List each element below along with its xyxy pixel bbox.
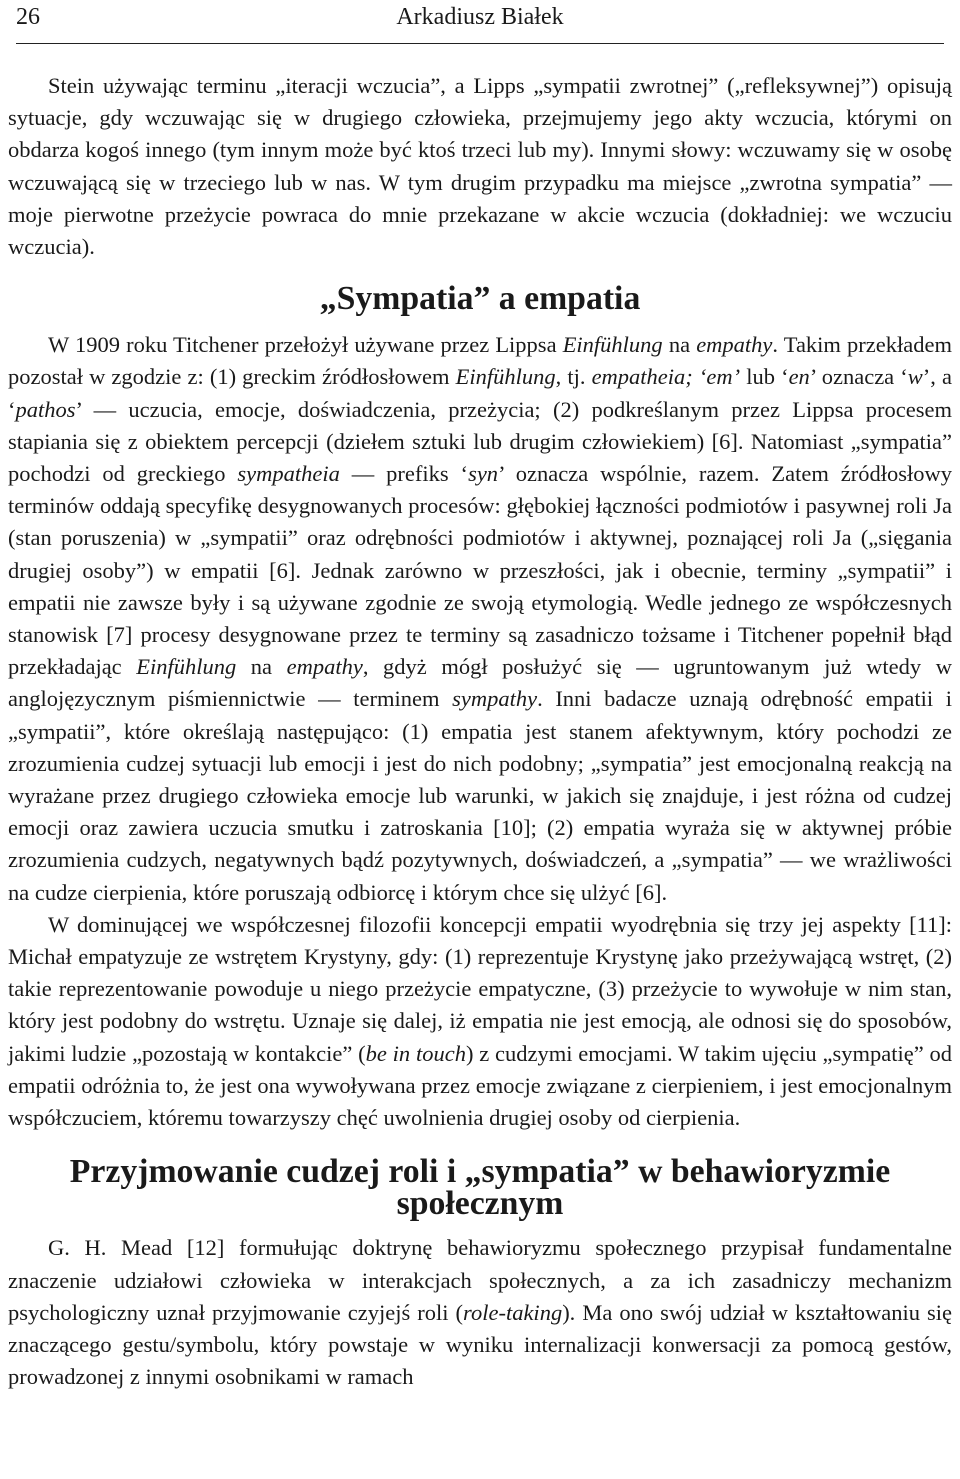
running-head-author: Arkadiusz Białek [396, 4, 564, 30]
italic-term: syn [468, 461, 499, 487]
italic-term: en [788, 364, 810, 390]
page-body [8, 70, 952, 1393]
italic-term: be in touch [365, 1040, 466, 1066]
italic-term: Einfühlung [455, 364, 556, 390]
section-heading: „Sympatia” a empatia [319, 280, 641, 318]
italic-term: sympathy [452, 686, 538, 712]
paragraph [8, 1232, 952, 1393]
paragraph [8, 70, 952, 263]
paragraph [8, 329, 952, 909]
italic-term: empatheia; ‘em’ [591, 364, 741, 390]
italic-term: role-taking [463, 1299, 563, 1325]
italic-term: sympatheia [237, 461, 340, 487]
text-run: ) z cudzymi emocjami. W takim ujęciu „sympatię” od empatii odróżnia to, że jest ona wywoływana przez emocje związane z cierpieniem, i jest emocjonalnym współczuciem, któremu towarzyszy chęć uwolnienia drugiej osoby od cierpienia. [8, 1040, 952, 1131]
italic-term: empathy [696, 332, 773, 358]
italic-term: pathos [15, 396, 76, 422]
section-heading: Przyjmowanie cudzej roli i „sympatia” w behawioryzmie społecznym [69, 1153, 891, 1223]
italic-term: Einfühlung [136, 654, 237, 680]
text-run: — prefiks ‘ [339, 461, 469, 487]
text-run: . Inni badacze uznają odrębność empatii i „sympatii”, które określają następująco: (1) empatia jest stanem afektywnym, który pochodzi ze zrozumienia cudzej sytuacji lub emocji i jest do nich podobny; „sympatia” jest emocjonalną reakcją na wyrażane przez drugiego człowieka emocje lub warunki, w jakich się znajduje, i jest różna od cudzej emocji oraz zawiera uczucia smutku i zatroskania [10]; (2) empatia wyraża się w aktywnej próbie zrozumienia cudzych, negatywnych bądź pozytywnych, doświadczeń, a „sympatia” — we wrażliwości na cudze cierpienia, które poruszają odbiorcę i którym chce się ulżyć [6]. [8, 686, 952, 905]
text-run: . Takim przekładem pozostał w zgodzie z: (1) greckim źródłosłowem [8, 332, 952, 390]
text-run: ). Ma ono swój udział w kształtowaniu się znaczącego gestu/symbolu, który powstaje w wyniku internalizacji konwersacji za pomocą gestów, prowadzonej z innymi osobnikami w ramach [8, 1299, 952, 1390]
page-header [8, 0, 952, 44]
text-run: ’ — uczucia, emocje, doświadczenia, przeżycia; (2) podkreślanym przez Lippsa procesem stapiania się z obiektem percepcji (dziełem sztuki lub drugim człowiekiem) [6]. Natomiast „sympatia” pochodzi od greckiego [8, 396, 952, 487]
text-run: W 1909 roku Titchener przełożył używane przez Lippsa [48, 332, 563, 358]
text-run: ’, a ‘ [8, 364, 953, 422]
text-run: lub ‘ [740, 364, 789, 390]
text-run: ’ oznacza ‘ [809, 364, 908, 390]
paragraph [8, 909, 952, 1134]
header-rule [16, 43, 944, 44]
text-run: na [236, 654, 287, 680]
text-run: ’ oznacza wspólnie, razem. Zatem źródłosłowy terminów oddają specyfikę desygnowanych procesów: głębokiej łączności podmiotów i pasywnej roli Ja (stan poruszenia) w „sympatii” oraz odrębności podmiotów i aktywnej, poznającej roli Ja („sięgania drugiej osoby”) w empatii [6]. Jednak zarówno w przeszłości, jak i obecnie, terminy „sympatii” i empatii nie zawsze były i są używane zgodnie ze swoją etymologią. Wedle jednego ze współczesnych stanowisk [7] procesy desygnowane przez te terminy są zasadniczo tożsame i Titchener popełnił błąd przekładając [8, 461, 952, 680]
italic-term: empathy [286, 654, 363, 680]
text-run: , gdyż mógł posłużyć się — ugruntowanym już wtedy w anglojęzycznym piśmiennictwie — terminem [8, 654, 952, 712]
text-run: Stein używając terminu „iteracji wczucia”, a Lipps „sympatii zwrotnej” („refleksywnej”) opisują sytuacje, gdy wczuwając się w drugiego człowieka, przejmujemy jego akty wczucia, którymi on obdarza kogoś innego (tym innym może być ktoś trzeci lub my). Innymi słowy: wczuwamy się w osobę wczuwającą się w trzeciego lub w nas. W tym drugim przypadku ma miejsce „zwrotna sympatia” — moje pierwotne przeżycie powraca do mnie przekazane w akcie wczucia (dokładniej: we wczuciu wczucia). [8, 73, 952, 260]
italic-term: w [907, 364, 923, 390]
text-run: , tj. [555, 364, 592, 390]
text-run: G. H. Mead [12] formułując doktrynę behawioryzmu społecznego przypisał fundamentalne znaczenie udziałowi człowieka w interakcjach społecznych, a za ich zasadniczy mechanizm psychologiczny uznał przyjmowanie czyjejś roli ( [8, 1235, 952, 1325]
text-run: W dominującej we współczesnej filozofii koncepcji empatii wyodrębnia się trzy jej aspekty [11]: Michał empatyzuje ze wstrętem Krystyny, gdy: (1) reprezentuje Krystynę jako przeżywającą wstręt, (2) takie reprezentowanie powoduje u niego przeżycie empatyczne, (3) przeżycie to wywołuje w nim stan, który jest podobny do wstrętu. Uznaje się dalej, iż empatia nie jest emocją, ale odnosi się do sposobów, jakimi ludzie „pozostają w kontakcie” ( [8, 911, 952, 1066]
page-number: 26 [16, 4, 40, 30]
italic-term: Einfühlung [562, 332, 663, 358]
text-run: na [662, 332, 697, 358]
